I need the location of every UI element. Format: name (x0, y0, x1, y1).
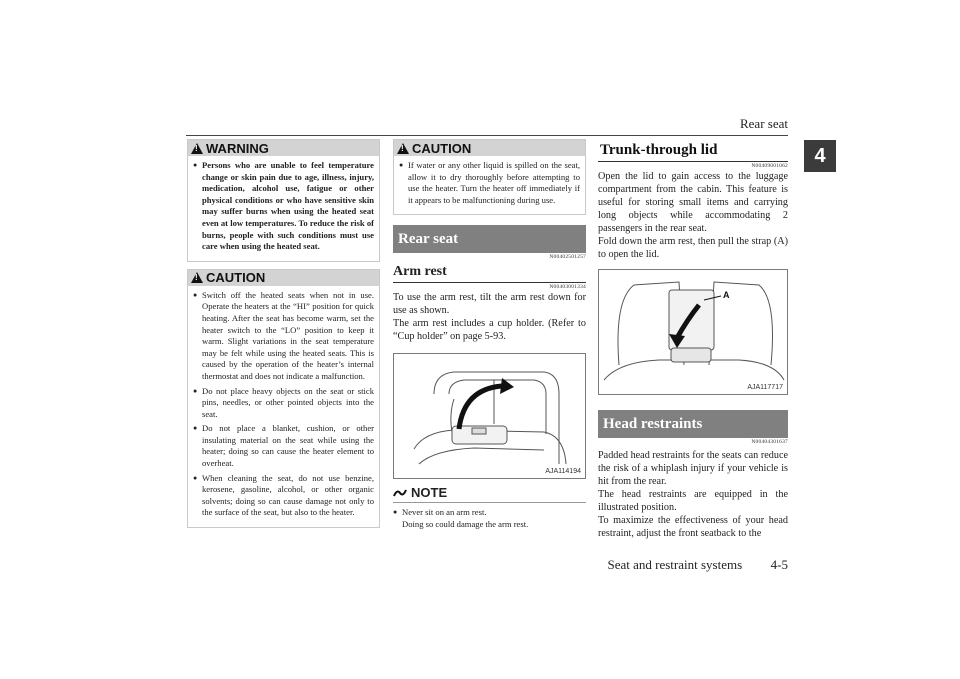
caution-header (394, 140, 585, 156)
footer-page-number: 4-5 (770, 557, 788, 572)
footer-section: Seat and restraint systems (607, 557, 743, 572)
bullet-icon: ● (193, 161, 198, 169)
note-item: ● Never sit on an arm rest. Doing so could damage the arm rest. (393, 507, 529, 529)
caution-item: ● If water or any other liquid is spilled on the seat, allow it to dry thoroughly before attempting to use the heater. Turn the heater off immediately if it appears to be malfunctioning during use. (399, 160, 580, 205)
subsection-title: Trunk-through lid (598, 139, 788, 162)
page-header-title: Rear seat (739, 116, 788, 131)
bullet-icon: ● (193, 424, 198, 433)
header-rule (186, 135, 788, 136)
warning-triangle-icon (191, 272, 203, 283)
body-paragraph: The arm rest includes a cup holder. (Refer to “Cup holder” on page 5-93. (393, 318, 586, 343)
figure-id: AJA117717 (747, 384, 783, 391)
warning-triangle-icon (397, 143, 409, 154)
left-column (187, 139, 380, 528)
caution-header (188, 270, 379, 286)
page-footer (607, 557, 788, 573)
arm-rest-figure (393, 353, 586, 479)
subsection-code: N00409001062 (751, 163, 788, 169)
bullet-icon: ● (193, 290, 198, 299)
caution-box (393, 139, 586, 215)
note-icon (393, 488, 407, 498)
caution-item: ● Do not place a blanket, cushion, or other insulating material on the seat while using the heater; doing so can cause the heater element to overheat. (193, 423, 374, 469)
caution-item: ● Switch off the heated seats when not in use. Operate the heaters at the “HI” position for quick heating. After the seat has become warm, set the heater switch to the “LO” position to keep it warm. Slight variations in the seat temperature may be felt while using the heated seats. This is caused by the operation of the heater’s internal thermostat and does not indicate a malfunction. (193, 289, 374, 381)
body-paragraph: Fold down the arm rest, then pull the strap (A) to open the lid. (598, 236, 788, 260)
chapter-tab: 4 (804, 140, 836, 172)
warning-label: WARNING (206, 140, 269, 156)
bullet-icon: ● (193, 386, 198, 395)
section-title: Head restraints (598, 410, 788, 438)
body-paragraph: Open the lid to gain access to the luggage compartment from the cabin. This feature is useful for storing small items and carrying long objects while accommodating 2 passengers in the rear seat. (598, 171, 788, 234)
body-paragraph: To use the arm rest, tilt the arm rest down for use as shown. (393, 292, 586, 317)
warning-header (188, 140, 379, 156)
caution-label: CAUTION (412, 140, 472, 156)
caution-item: ● When cleaning the seat, do not use benzine, kerosene, gasoline, alcohol, or other organic solvents; doing so can cause damage not only to the surface of the seat, but also to the heater. (193, 472, 374, 518)
caution-label: CAUTION (206, 270, 266, 286)
arm-rest-illustration (394, 354, 586, 478)
figure-id: AJA114194 (545, 468, 581, 476)
warning-triangle-icon (191, 143, 203, 154)
note-box (393, 485, 586, 530)
section-code: N00404301637 (751, 439, 788, 445)
body-paragraph: Padded head restraints for the seats can reduce the risk of a whiplash injury if your vehicle is hit from the rear. (598, 450, 788, 487)
body-paragraph: To maximize the effectiveness of your head restraint, adjust the front seatback to the (598, 515, 788, 539)
trunk-lid-figure (598, 269, 788, 395)
caution-box (187, 269, 380, 528)
warning-box (187, 139, 380, 262)
note-label: NOTE (411, 485, 448, 501)
middle-column (393, 139, 586, 534)
note-header (393, 485, 586, 503)
bullet-icon: ● (393, 508, 398, 517)
subsection-code: N00403001334 (549, 284, 586, 291)
warning-item: ● Persons who are unable to feel temperature change or skin pain due to age, illness, injury, medication, alcohol use, fatigue or other physical conditions or who have sensitive skin may suffer burns when using the heated seat even at low temperatures. To reduce the risk of burns, people with such conditions must use care when using the heated seat. (193, 160, 374, 252)
trunk-lid-illustration (599, 270, 788, 394)
bullet-icon: ● (399, 161, 404, 169)
strap-label: A (723, 290, 730, 300)
caution-item: ● Do not place heavy objects on the seat or stick pins, needles, or other pointed objects into the seat. (193, 385, 374, 419)
section-title: Rear seat (393, 225, 586, 253)
body-paragraph: The head restraints are equipped in the illustrated position. (598, 489, 788, 513)
bullet-icon: ● (193, 473, 198, 482)
subsection-title: Arm rest (393, 264, 586, 283)
section-code: N00402501257 (549, 254, 586, 261)
right-column (598, 139, 788, 540)
